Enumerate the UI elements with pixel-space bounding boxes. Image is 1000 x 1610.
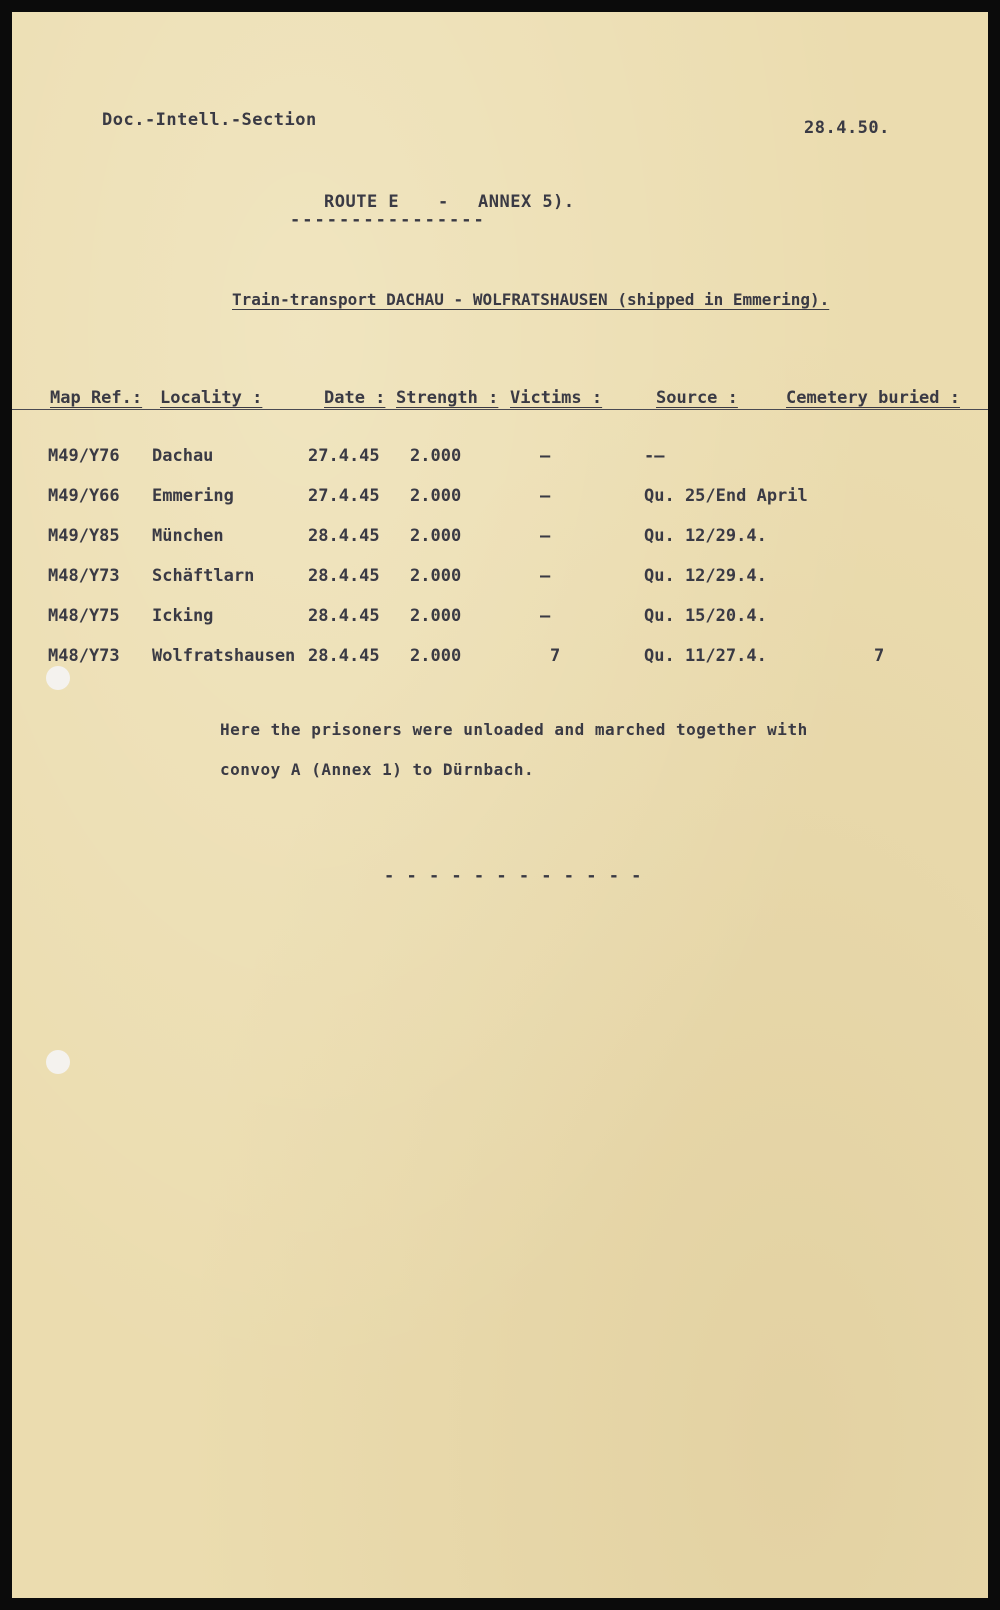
victims: — [540, 526, 551, 546]
document-date: 28.4.50. [804, 118, 890, 138]
col-strength: Strength : [396, 388, 499, 408]
section-heading: Doc.-Intell.-Section [102, 110, 317, 130]
route-label: ROUTE E [324, 192, 400, 212]
locality: München [152, 526, 224, 546]
locality: Emmering [152, 486, 234, 506]
source: Qu. 11/27.4. [644, 646, 767, 666]
col-source: Source : [656, 388, 738, 408]
col-locality: Locality : [160, 388, 263, 408]
footer-dashes: - - - - - - - - - - - - [384, 866, 643, 886]
victims: — [540, 566, 551, 586]
map-ref: M48/Y75 [48, 606, 120, 626]
source: Qu. 25/End April [644, 486, 808, 506]
transport-subtitle: Train-transport DACHAU - WOLFRATSHAUSEN (shipped in Emmering). [232, 290, 830, 309]
title-underline: ---------------- [290, 210, 486, 230]
date: 27.4.45 [308, 486, 380, 506]
strength: 2.000 [410, 606, 462, 626]
map-ref: M49/Y66 [48, 486, 120, 506]
cemetery: 7 [874, 646, 885, 666]
strength: 2.000 [410, 446, 462, 466]
locality: Schäftlarn [152, 566, 255, 586]
source: Qu. 12/29.4. [644, 566, 767, 586]
map-ref: M49/Y76 [48, 446, 120, 466]
map-ref: M48/Y73 [48, 566, 120, 586]
date: 28.4.45 [308, 646, 380, 666]
map-ref: M48/Y73 [48, 646, 120, 666]
victims: — [540, 606, 551, 626]
victims: 7 [550, 646, 561, 666]
note-line-1: Here the prisoners were unloaded and marched together with [220, 720, 808, 739]
locality: Wolfratshausen [152, 646, 296, 666]
strength: 2.000 [410, 566, 462, 586]
strength: 2.000 [410, 486, 462, 506]
annex-label: ANNEX 5). [478, 192, 575, 212]
col-map-ref: Map Ref.: [50, 388, 143, 408]
source: Qu. 12/29.4. [644, 526, 767, 546]
date: 27.4.45 [308, 446, 380, 466]
locality: Icking [152, 606, 214, 626]
punch-hole-bottom [46, 1050, 70, 1074]
date: 28.4.45 [308, 566, 380, 586]
date: 28.4.45 [308, 526, 380, 546]
col-date: Date : [324, 388, 386, 408]
strength: 2.000 [410, 646, 462, 666]
map-ref: M49/Y85 [48, 526, 120, 546]
note-line-2: convoy A (Annex 1) to Dürnbach. [220, 760, 535, 779]
locality: Dachau [152, 446, 214, 466]
strength: 2.000 [410, 526, 462, 546]
victims: — [540, 486, 551, 506]
victims: — [540, 446, 551, 466]
punch-hole-top [46, 666, 70, 690]
source: Qu. 15/20.4. [644, 606, 767, 626]
header-rule [12, 409, 988, 410]
title-separator: - [438, 192, 449, 212]
col-victims: Victims : [510, 388, 603, 408]
document-page [12, 12, 988, 1598]
source: -— [644, 446, 665, 466]
col-cemetery: Cemetery buried : [786, 388, 960, 408]
date: 28.4.45 [308, 606, 380, 626]
